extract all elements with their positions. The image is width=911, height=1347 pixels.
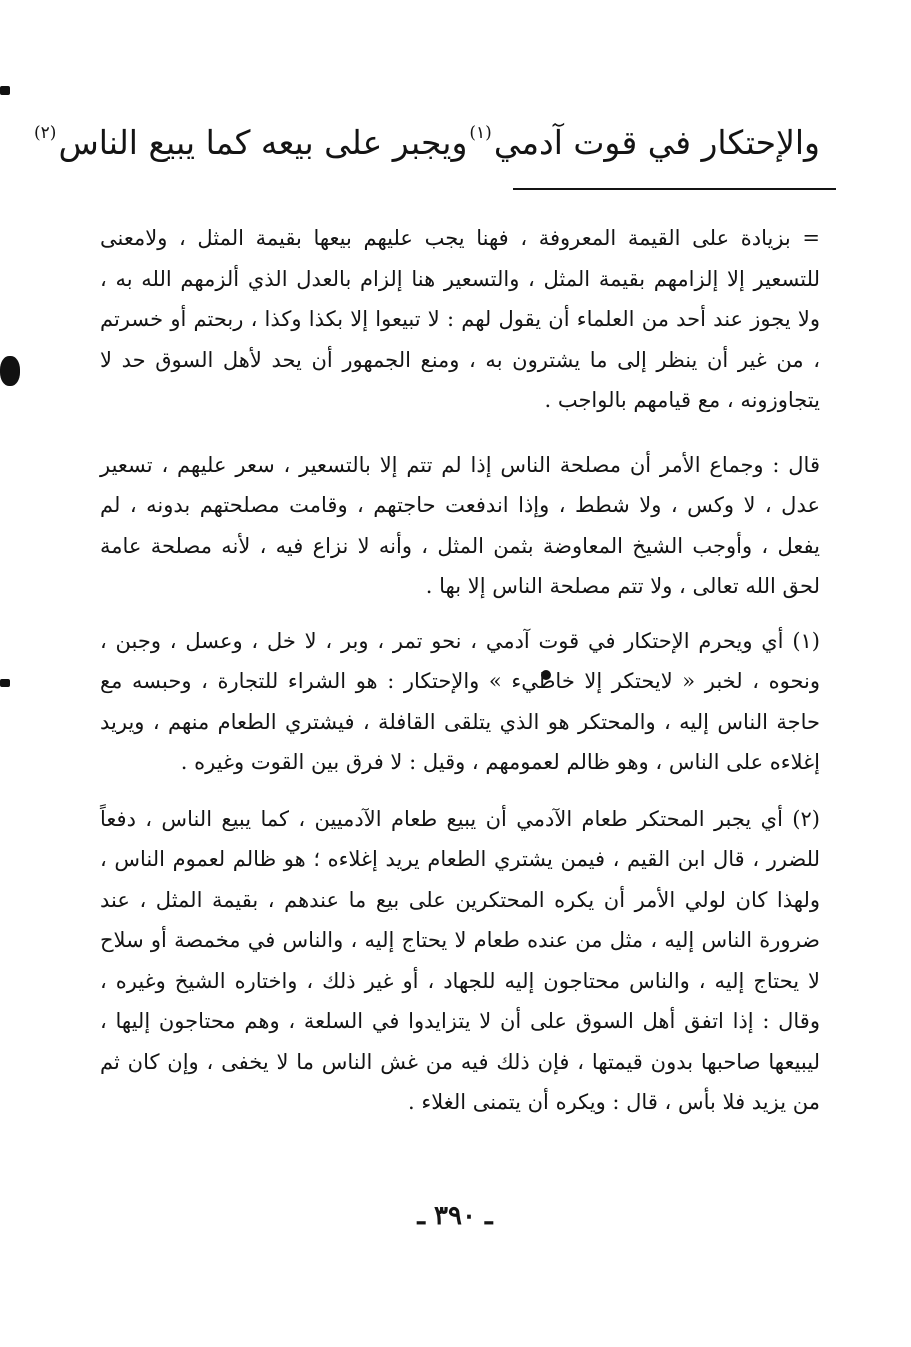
scan-mark-top: [0, 86, 10, 95]
main-text-part-1: والإحتكار في قوت آدمي: [493, 123, 820, 162]
main-text-part-2: ويجبر على بيعه كما يبيع الناس: [58, 123, 468, 162]
scan-mark-middle: [0, 356, 20, 386]
footnotes-block: [100, 218, 820, 1146]
footnote-1-marker: (١): [792, 628, 820, 653]
footnote-2-text: أي يجبر المحتكر طعام الآدمي أن يبيع طعام الآدميين ، كما يبيع الناس ، دفعاً للضرر ، قال ابن القيم ، فيمن يشتري الطعام يريد إغلاءه ؛ هو ظالم لعموم الناس ، ولهذا كان لولي الأمر أن يكره المحتكرين على بيع ما عندهم ، بقيمة المثل ، عند ضرورة الناس إليه ، مثل من عنده طعام لا يحتاج إليه ، والناس في مخمصة أو سلاح لا يحتاج إليه ، والناس محتاجون إليه للجهاد ، أو غير ذلك ، واختاره الشيخ وغيره ، وقال : إذا اتفق أهل السوق على أن لا يتزايدوا في السلعة ، وهم محتاجون إليها ، ليبيعها صاحبها بدون قيمتها ، فإن ذلك فيه من غش الناس ما لا يخفى ، وإن كان ثم من يزيد فلا بأس ، قال : ويكره أن يتمنى الغلاء .: [100, 806, 820, 1114]
footnote-2: [100, 799, 820, 1123]
footnote-separator-rule: [513, 188, 836, 190]
footnote-2-marker: (٢): [792, 806, 820, 831]
continued-footnote-paragraph: = بزيادة على القيمة المعروفة ، فهنا يجب عليهم بيعها بقيمة المثل ، ولامعنى للتسعير إلا إلزامهم بقيمة المثل ، والتسعير هنا إلزام بالعدل الذي ألزمهم الله به ، ولا يجوز عند أحد من العلماء أن يقول لهم : لا تبيعوا إلا بكذا وكذا ، ربحتم أو خسرتم ، من غير أن ينظر إلى ما يشترون به ، ومنع الجمهور أن يحد لأهل السوق حد لا يتجاوزونه ، مع قيامهم بالواجب .: [100, 226, 820, 412]
footnote-1: [100, 621, 820, 783]
quoted-statement-paragraph: قال : وجماع الأمر أن مصلحة الناس إذا لم تتم إلا بالتسعير ، سعر عليهم ، تسعير عدل ، لا وكس ، ولا شطط ، وإذا اندفعت حاجتهم ، وقامت مصلحتهم بدونه ، لم يفعل ، وأوجب الشيخ المعاوضة بثمن المثل ، وأنه لا نزاع فيه ، لأنه مصلحة عامة لحق الله تعالى ، ولا تتم مصلحة الناس إلا بها .: [100, 452, 820, 598]
footnote-ref-2: (٢): [34, 123, 57, 143]
scan-mark-lower: [0, 679, 10, 687]
page-number: ـ ٣٩٠ ـ: [417, 1201, 493, 1231]
footnote-1-text: أي ويحرم الإحتكار في قوت آدمي ، نحو تمر ، وبر ، لا خل ، وعسل ، وجبن ، ونحوه ، لخبر « لايحتكر إلا خاطيء » والإحتكار : هو الشراء للتجارة ، وحبسه مع حاجة الناس إليه ، والمحتكر هو الذي يتلقى القافلة ، فيشتري الطعام منهم ، ويريد إغلاءه على الناس ، وهو ظالم لعمومهم ، وقيل : لا فرق بين القوت وغيره .: [100, 628, 820, 774]
footnote-ref-1: (١): [469, 123, 492, 143]
main-text-line: [34, 108, 820, 168]
